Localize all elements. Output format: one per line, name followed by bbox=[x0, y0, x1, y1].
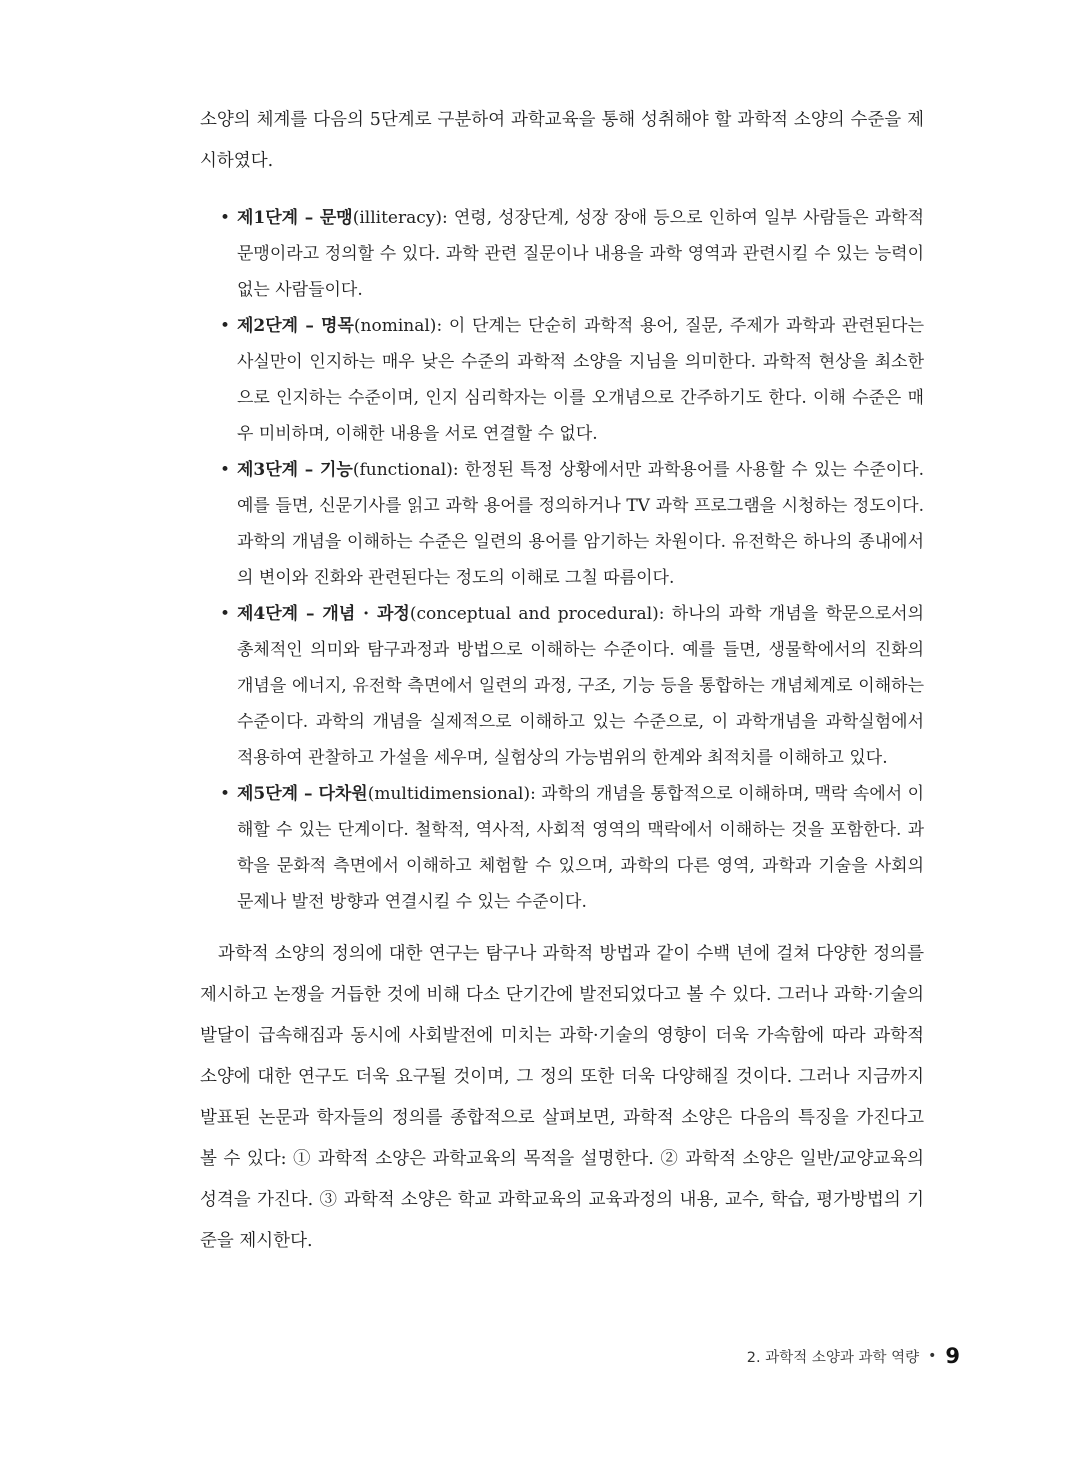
footer-bullet-icon: • bbox=[928, 1348, 937, 1364]
stage-item-4 bbox=[200, 596, 924, 776]
stage-term: (illiteracy) bbox=[352, 208, 442, 228]
stage-heading: 제4단계 – 개념 · 과정 bbox=[237, 604, 410, 624]
stage-list bbox=[200, 200, 924, 920]
bullet-icon: • bbox=[220, 316, 231, 336]
stage-heading: 제5단계 – 다차원 bbox=[237, 784, 368, 804]
stage-heading: 제1단계 – 문맹 bbox=[237, 208, 353, 228]
bullet-icon: • bbox=[220, 460, 231, 480]
stage-item-1 bbox=[200, 200, 924, 308]
stage-term: (nominal) bbox=[353, 316, 437, 336]
page-body bbox=[200, 100, 924, 1262]
stage-item-3 bbox=[200, 452, 924, 596]
bullet-icon: • bbox=[220, 208, 231, 228]
stage-text: : 한정된 특정 상황에서만 과학용어를 사용할 수 있는 수준이다. 예를 들면, 신문기사를 읽고 과학 용어를 정의하거나 TV 과학 프로그램을 시청하는 정도이다. 과학의 개념을 이해하는 수준은 일련의 용어를 암기하는 차원이다. 유전학은 하나의 종내에서의 변이와 진화와 관련된다는 정도의 이해로 그칠 따름이다. bbox=[237, 460, 924, 588]
closing-paragraph: 과학적 소양의 정의에 대한 연구는 탐구나 과학적 방법과 같이 수백 년에 걸쳐 다양한 정의를 제시하고 논쟁을 거듭한 것에 비해 다소 단기간에 발전되었다고 볼 수 있다. 그러나 과학·기술의 발달이 급속해짐과 동시에 사회발전에 미치는 과학·기술의 영향이 더욱 가속함에 따라 과학적 소양에 대한 연구도 더욱 요구될 것이며, 그 정의 또한 더욱 다양해질 것이다. 그러나 지금까지 발표된 논문과 학자들의 정의를 종합적으로 살펴보면, 과학적 소양은 다음의 특징을 가진다고 볼 수 있다: ① 과학적 소양은 과학교육의 목적을 설명한다. ② 과학적 소양은 일반/교양교육의 성격을 가진다. ③ 과학적 소양은 학교 과학교육의 교육과정의 내용, 교수, 학습, 평가방법의 기준을 제시한다. bbox=[200, 944, 924, 1251]
stage-heading: 제2단계 – 명목 bbox=[237, 316, 354, 336]
stage-text: : 이 단계는 단순히 과학적 용어, 질문, 주제가 과학과 관련된다는 사실만이 인지하는 매우 낮은 수준의 과학적 소양을 지님을 의미한다. 과학적 현상을 최소한으로 인지하는 수준이며, 인지 심리학자는 이를 오개념으로 간주하기도 한다. 이해 수준은 매우 미비하며, 이해한 내용을 서로 연결할 수 없다. bbox=[237, 316, 924, 444]
stage-term: (multidimensional) bbox=[367, 784, 531, 804]
page-footer bbox=[747, 1344, 960, 1368]
stage-item-5 bbox=[200, 776, 924, 920]
stage-term: (conceptual and procedural) bbox=[409, 604, 659, 624]
stage-heading: 제3단계 – 기능 bbox=[237, 460, 353, 480]
stage-text: : 과학의 개념을 통합적으로 이해하며, 맥락 속에서 이해할 수 있는 단계이다. 철학적, 역사적, 사회적 영역의 맥락에서 이해하는 것을 포함한다. 과학을 문화적 측면에서 이해하고 체험할 수 있으며, 과학의 다른 영역, 과학과 기술을 사회의 문제나 발전 방향과 연결시킬 수 있는 수준이다. bbox=[237, 784, 924, 912]
intro-paragraph: 소양의 체계를 다음의 5단계로 구분하여 과학교육을 통해 성취해야 할 과학적 소양의 수준을 제시하였다. bbox=[200, 110, 924, 171]
stage-text: : 하나의 과학 개념을 학문으로서의 총체적인 의미와 탐구과정과 방법으로 이해하는 수준이다. 예를 들면, 생물학에서의 진화의 개념을 에너지, 유전학 측면에서 일련의 과정, 구조, 기능 등을 통합하는 개념체계로 이해하는 수준이다. 과학의 개념을 실제적으로 이해하고 있는 수준으로, 이 과학개념을 과학실험에서 적용하여 관찰하고 가설을 세우며, 실험상의 가능범위의 한계와 최적치를 이해하고 있다. bbox=[237, 604, 924, 768]
stage-term: (functional) bbox=[352, 460, 453, 480]
page-number: 9 bbox=[945, 1344, 960, 1368]
running-section-title: 2. 과학적 소양과 과학 역량 bbox=[746, 1349, 920, 1366]
bullet-icon: • bbox=[220, 784, 231, 804]
stage-text: : 연령, 성장단계, 성장 장애 등으로 인하여 일부 사람들은 과학적 문맹이라고 정의할 수 있다. 과학 관련 질문이나 내용을 과학 영역과 관련시킬 수 있는 능력이 없는 사람들이다. bbox=[237, 208, 925, 300]
bullet-icon: • bbox=[220, 604, 231, 624]
stage-item-2 bbox=[200, 308, 924, 452]
